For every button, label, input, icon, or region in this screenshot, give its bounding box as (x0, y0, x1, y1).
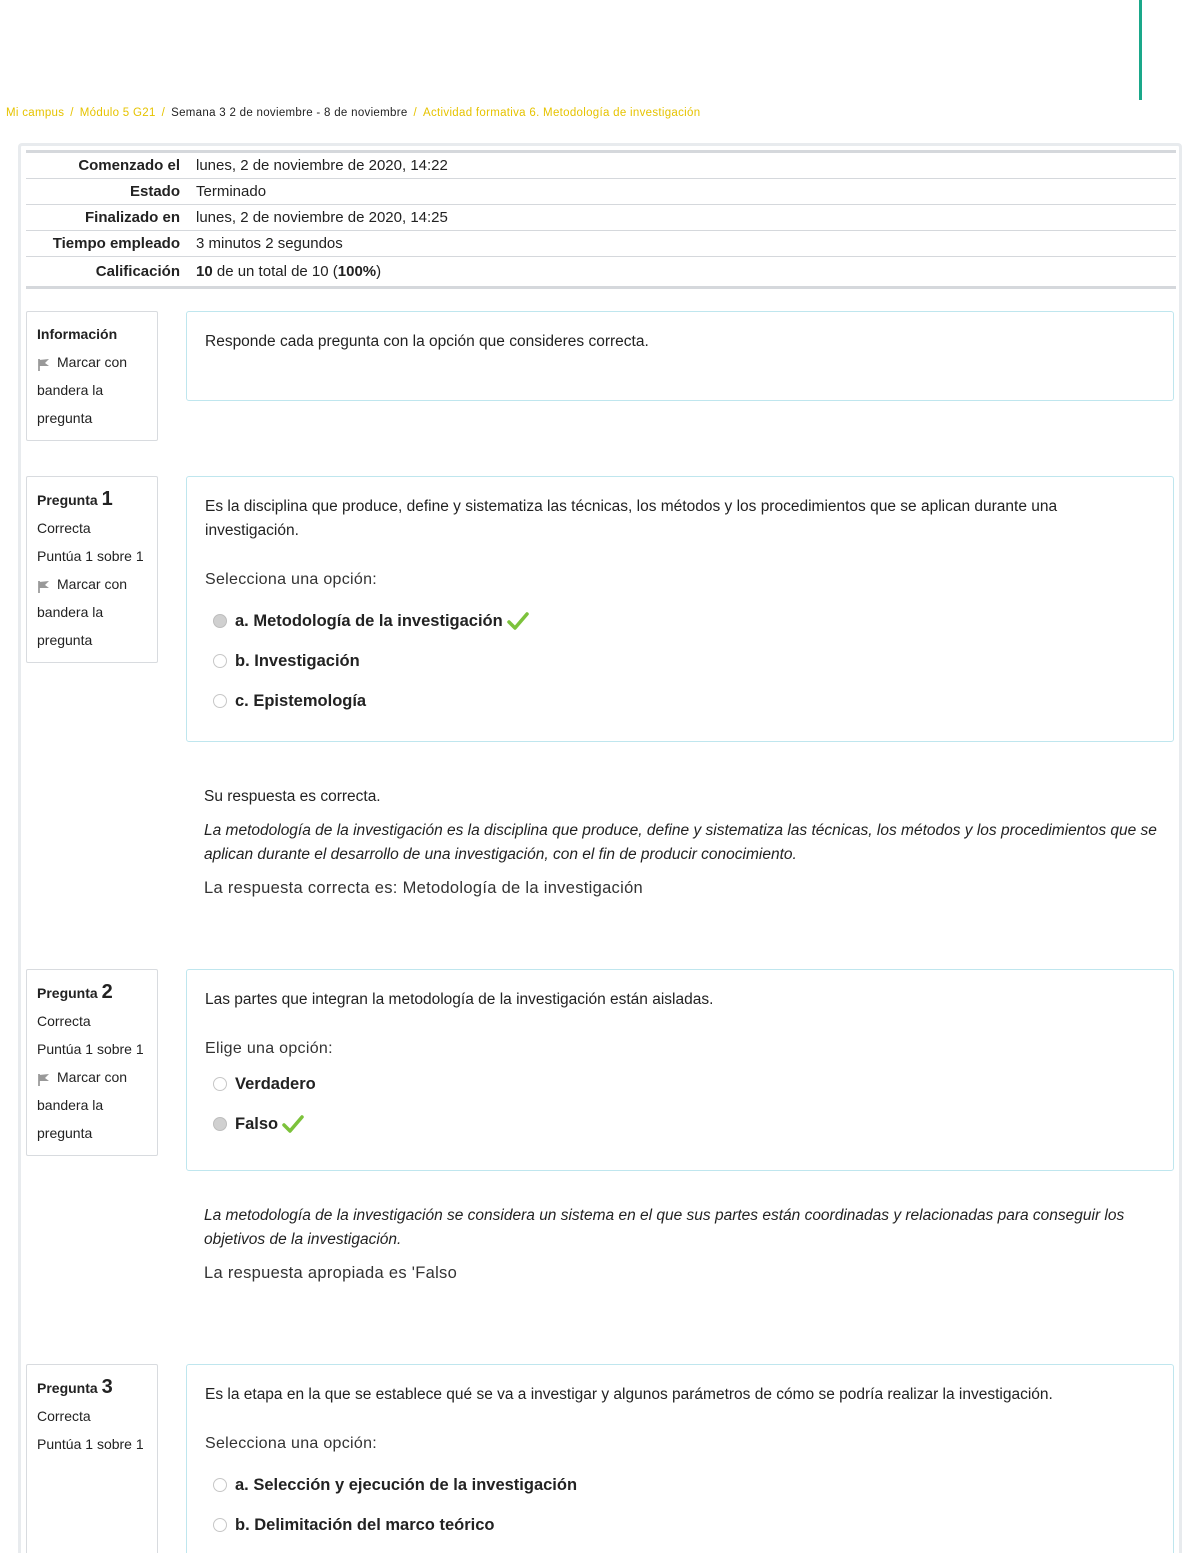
question-label: Pregunta (37, 492, 98, 508)
grade-score: 10 (196, 263, 213, 280)
answer-prompt: Elige una opción: (205, 1040, 333, 1057)
summary-value: Terminado (196, 183, 267, 200)
question-points: Puntúa 1 sobre 1 (37, 548, 144, 564)
answer-label: Verdadero (235, 1074, 316, 1093)
question-state: Correcta (37, 1013, 91, 1029)
question-text: Es la disciplina que produce, define y sistematiza las técnicas, los métodos y los procedimientos que se aplican durante una investigación. (205, 498, 1058, 539)
flag-label: Marcar con bandera la pregunta (37, 354, 128, 426)
answer-option-b[interactable] (205, 1505, 1155, 1545)
flag-icon (37, 579, 51, 593)
info-text: Responde cada pregunta con la opción que consideres correcta. (205, 333, 649, 350)
question-state: Correcta (37, 520, 91, 536)
answer-option-true[interactable] (205, 1064, 1155, 1104)
question-2-info (26, 969, 158, 1156)
radio-button[interactable] (213, 654, 227, 668)
question-state: Correcta (37, 1408, 91, 1424)
question-points: Puntúa 1 sobre 1 (37, 1436, 144, 1452)
summary-label: Comenzado el (78, 157, 180, 174)
question-text: Es la etapa en la que se establece qué se va a investigar y algunos parámetros de cómo se podría realizar la investigación. (205, 1386, 1053, 1403)
flag-label: Marcar con bandera la pregunta (37, 1069, 128, 1141)
info-content (186, 311, 1174, 401)
breadcrumb-item-activity[interactable]: Actividad formativa 6. Metodología de investigación (423, 107, 701, 119)
question-label: Pregunta (37, 985, 98, 1001)
question-1-content (186, 476, 1174, 742)
answer-label: b. Investigación (235, 651, 360, 670)
summary-value: lunes, 2 de noviembre de 2020, 14:25 (196, 209, 448, 226)
check-icon (282, 1114, 304, 1134)
answer-option-false[interactable] (205, 1104, 1155, 1144)
answer-label: a. Metodología de la investigación (235, 611, 503, 630)
breadcrumb: Mi campus / Módulo 5 G21 / Semana 3 2 de noviembre - 8 de noviembre / Actividad formativa 6. Metodología de investigación (6, 107, 701, 119)
question-3-content (186, 1364, 1174, 1553)
answer-label: b. Delimitación del marco teórico (235, 1515, 495, 1534)
flag-question-link[interactable] (37, 570, 147, 654)
question-number: 3 (101, 1376, 113, 1398)
answer-label: Falso (235, 1114, 279, 1133)
flag-question-link[interactable] (37, 1063, 147, 1147)
answer-label: c. Epistemología (235, 691, 367, 710)
summary-value-grade: 10 de un total de 10 (100%) (196, 263, 382, 280)
question-2-content (186, 969, 1174, 1171)
flag-icon (37, 357, 51, 371)
answer-option-c[interactable] (205, 681, 1155, 721)
top-accent-bar (1139, 0, 1142, 100)
radio-button-selected[interactable] (213, 1117, 227, 1131)
summary-row-time (26, 231, 1176, 257)
attempt-summary-table (26, 150, 1176, 289)
summary-label: Finalizado en (84, 209, 180, 226)
radio-button[interactable] (213, 1518, 227, 1532)
right-answer: La respuesta correcta es: Metodología de la investigación (204, 879, 644, 897)
answer-options (205, 1064, 1155, 1144)
question-2-feedback (204, 1204, 1164, 1283)
breadcrumb-item-week[interactable]: Semana 3 2 de noviembre - 8 de noviembre (171, 107, 408, 119)
summary-value: 3 minutos 2 segundos (196, 235, 343, 252)
flag-question-link[interactable] (37, 348, 147, 432)
feedback-general: La metodología de la investigación es la disciplina que produce, define y sistematiza las técnicas, los métodos y los procedimientos que se aplican durante el desarrollo de una investigación, con el fin de producir conocimiento. (204, 822, 1157, 863)
question-3-info (26, 1364, 158, 1553)
answer-option-a[interactable] (205, 601, 1155, 641)
check-icon (507, 611, 529, 631)
question-1-feedback (204, 785, 1164, 898)
summary-label: Calificación (95, 263, 180, 280)
summary-row-finished (26, 205, 1176, 231)
summary-row-started (26, 152, 1176, 179)
question-points: Puntúa 1 sobre 1 (37, 1041, 144, 1057)
question-number: 2 (101, 981, 113, 1003)
right-answer: La respuesta apropiada es 'Falso (204, 1264, 458, 1282)
summary-value: lunes, 2 de noviembre de 2020, 14:22 (196, 157, 448, 174)
answer-option-b[interactable] (205, 641, 1155, 681)
answer-prompt: Selecciona una opción: (205, 1435, 378, 1452)
question-1-info (26, 476, 158, 663)
radio-button[interactable] (213, 1478, 227, 1492)
summary-row-state (26, 179, 1176, 205)
answer-prompt: Selecciona una opción: (205, 571, 378, 588)
radio-button[interactable] (213, 1077, 227, 1091)
question-label: Pregunta (37, 1380, 98, 1396)
info-sidebar (26, 311, 158, 441)
answer-options (205, 601, 1155, 721)
breadcrumb-item-module[interactable]: Módulo 5 G21 (79, 107, 156, 119)
radio-button-selected[interactable] (213, 614, 227, 628)
flag-label: Marcar con bandera la pregunta (37, 576, 128, 648)
info-title: Información (37, 326, 118, 342)
flag-icon (37, 1072, 51, 1086)
summary-row-grade (26, 257, 1176, 288)
feedback-status: Su respuesta es correcta. (204, 788, 381, 805)
answer-label: a. Selección y ejecución de la investigación (235, 1475, 578, 1494)
grade-percent: 100% (337, 263, 377, 280)
question-text: Las partes que integran la metodología de la investigación están aisladas. (205, 991, 714, 1008)
summary-label: Estado (129, 183, 180, 200)
question-number: 1 (101, 488, 113, 510)
summary-label: Tiempo empleado (52, 235, 180, 252)
answer-options (205, 1465, 1155, 1545)
radio-button[interactable] (213, 694, 227, 708)
answer-option-a[interactable] (205, 1465, 1155, 1505)
feedback-general: La metodología de la investigación se considera un sistema en el que sus partes están coordinadas y relacionadas para conseguir los objetivos de la investigación. (204, 1207, 1125, 1248)
breadcrumb-item-campus[interactable]: Mi campus (6, 107, 65, 119)
